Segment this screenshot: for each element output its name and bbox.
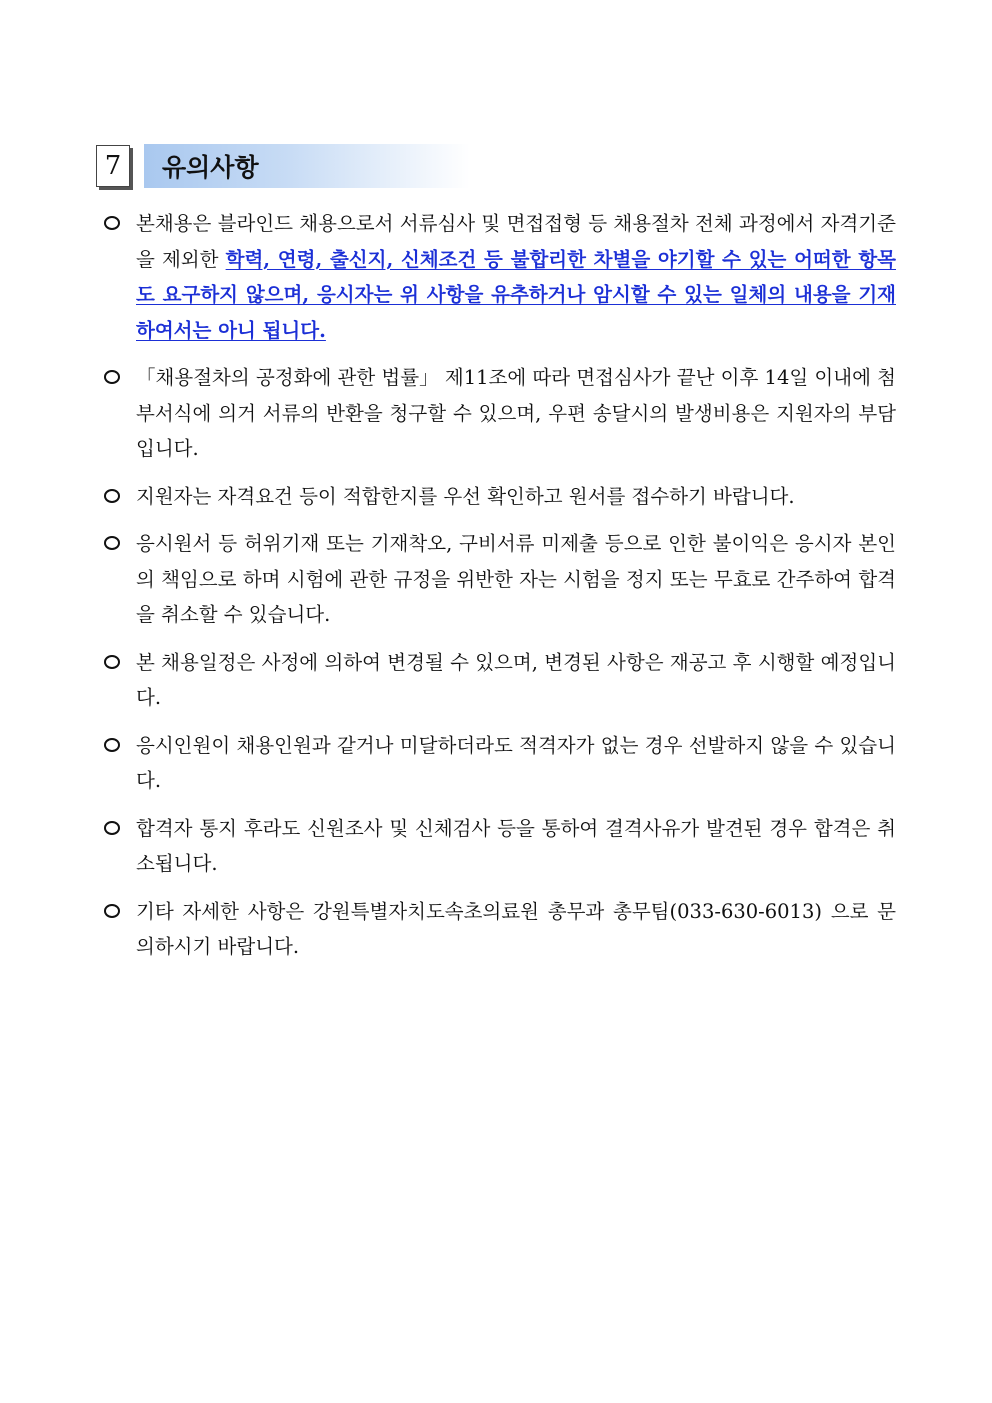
circle-bullet-icon <box>104 216 120 230</box>
item-text <box>136 206 896 348</box>
list-item <box>104 479 896 515</box>
item-text: 지원자는 자격요건 등이 적합한지를 우선 확인하고 원서를 접수하기 바랍니다. <box>136 484 795 508</box>
circle-bullet-icon <box>104 655 120 669</box>
item-text: 「채용절차의 공정화에 관한 법률」 제11조에 따라 면접심사가 끝난 이후 14일 이내에 첨부서식에 의거 서류의 반환을 청구할 수 있으며, 우편 송달시의 발생비용은 지원자의 부담입니다. <box>136 366 896 460</box>
item-text: 응시인원이 채용인원과 같거나 미달하더라도 적격자가 없는 경우 선발하지 않을 수 있습니다. <box>136 733 896 792</box>
list-item <box>104 645 896 716</box>
item-text: 응시원서 등 허위기재 또는 기재착오, 구비서류 미제출 등으로 인한 불이익은 응시자 본인의 책임으로 하며 시험에 관한 규정을 위반한 자는 시험을 정지 또는 무효로 간주하여 합격을 취소할 수 있습니다. <box>136 532 896 626</box>
circle-bullet-icon <box>104 821 120 835</box>
list-item <box>104 360 896 467</box>
section-number: 7 <box>96 145 130 187</box>
list-item <box>104 206 896 348</box>
circle-bullet-icon <box>104 738 120 752</box>
item-text-plain: 본채용은 블라인드 채용으로서 서류심사 및 면접접형 등 채용절차 전체 과정에서 자격기준을 제외한 <box>136 212 896 271</box>
list-item <box>104 894 896 965</box>
section-title: 유의사항 <box>144 144 470 188</box>
circle-bullet-icon <box>104 536 120 550</box>
item-text: 합격자 통지 후라도 신원조사 및 신체검사 등을 통하여 결격사유가 발견된 경우 합격은 취소됩니다. <box>136 816 896 875</box>
section-heading <box>96 144 470 188</box>
item-text: 본 채용일정은 사정에 의하여 변경될 수 있으며, 변경된 사항은 재공고 후 시행할 예정입니다. <box>136 650 896 709</box>
item-text-emphasis: 학력, 연령, 출신지, 신체조건 등 불합리한 차별을 야기할 수 있는 어떠한 항목도 요구하지 않으며, 응시자는 위 사항을 유추하거나 암시할 수 있는 일체의 내용을 기재하여서는 아니 됩니다. <box>136 247 896 342</box>
circle-bullet-icon <box>104 489 120 503</box>
notice-list <box>104 206 896 977</box>
item-text: 기타 자세한 사항은 강원특별자치도속초의료원 총무과 총무팀(033-630-6013) 으로 문의하시기 바랍니다. <box>136 899 896 958</box>
list-item <box>104 728 896 799</box>
list-item <box>104 811 896 882</box>
circle-bullet-icon <box>104 904 120 918</box>
list-item <box>104 526 896 633</box>
circle-bullet-icon <box>104 370 120 384</box>
